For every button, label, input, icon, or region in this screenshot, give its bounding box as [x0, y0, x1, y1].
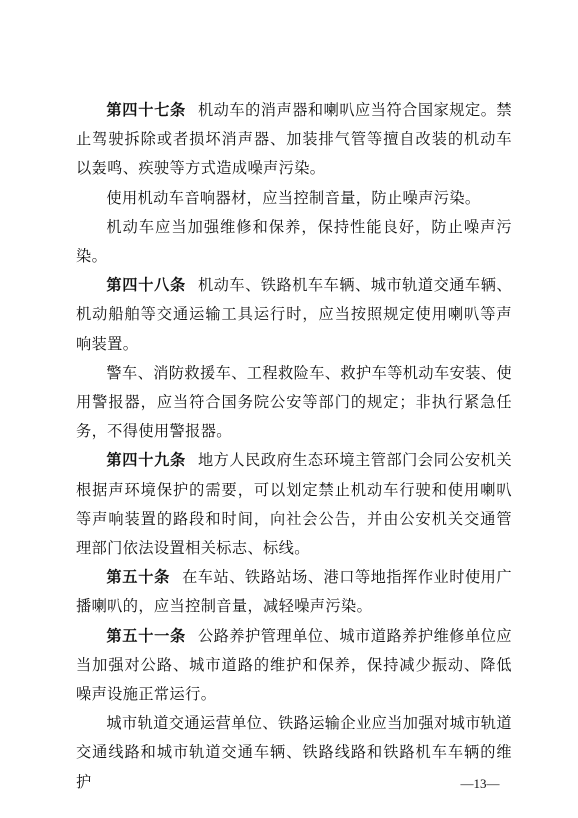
article-number: 第四十七条	[106, 101, 186, 119]
paragraph-text: 在车站、铁路站场、港口等地指挥作业时使用广播喇叭的，应当控制音量，减轻噪声污染。	[76, 568, 512, 616]
article-number: 第四十九条	[106, 451, 186, 470]
article-number: 第五十条	[106, 568, 171, 587]
paragraph-text: 警车、消防救援车、工程救险车、救护车等机动车安装、使用警报器，应当符合国务院公安等部门的规定；非执行紧急任务，不得使用警报器。	[76, 363, 512, 441]
article-number: 第四十八条	[106, 276, 186, 295]
paragraph	[76, 563, 512, 621]
paragraph-text: 机动车、铁路机车车辆、城市轨道交通车辆、机动船舶等交通运输工具运行时，应当按照规定使用喇叭等声响装置。	[76, 276, 513, 353]
page-number: —13—	[460, 776, 500, 791]
paragraph-text: 地方人民政府生态环境主管部门会同公安机关根据声环境保护的需要，可以划定禁止机动车行驶和使用喇叭等声响装置的路段和时间，向社会公告，并由公安机关交通管理部门依法设置相关标志、标线。	[76, 451, 513, 558]
paragraph	[76, 184, 512, 213]
paragraph	[76, 96, 512, 184]
paragraph	[76, 622, 512, 710]
paragraph	[76, 446, 512, 563]
paragraph-text: 城市轨道交通运营单位、铁路运输企业应当加强对城市轨道交通线路和城市轨道交通车辆、铁路线路和铁路机车车辆的维护	[76, 714, 512, 791]
article-number: 第五十一条	[106, 626, 186, 645]
body-text	[76, 96, 512, 797]
paragraph-text: 机动车应当加强维修和保养，保持性能良好，防止噪声污染。	[76, 217, 512, 266]
paragraph-text: 使用机动车音响器材，应当控制音量，防止噪声污染。	[106, 188, 481, 207]
paragraph	[76, 213, 512, 271]
paragraph	[76, 271, 512, 359]
paragraph-text: 公路养护管理单位、城市道路养护维修单位应当加强对公路、城市道路的维护和保养，保持减少振动、降低噪声设施正常运行。	[76, 626, 513, 704]
paragraph-text: 机动车的消声器和喇叭应当符合国家规定。禁止驾驶拆除或者损坏消声器、加装排气管等擅自改装的机动车以轰鸣、疾驶等方式造成噪声污染。	[76, 101, 513, 178]
paragraph	[76, 359, 512, 447]
